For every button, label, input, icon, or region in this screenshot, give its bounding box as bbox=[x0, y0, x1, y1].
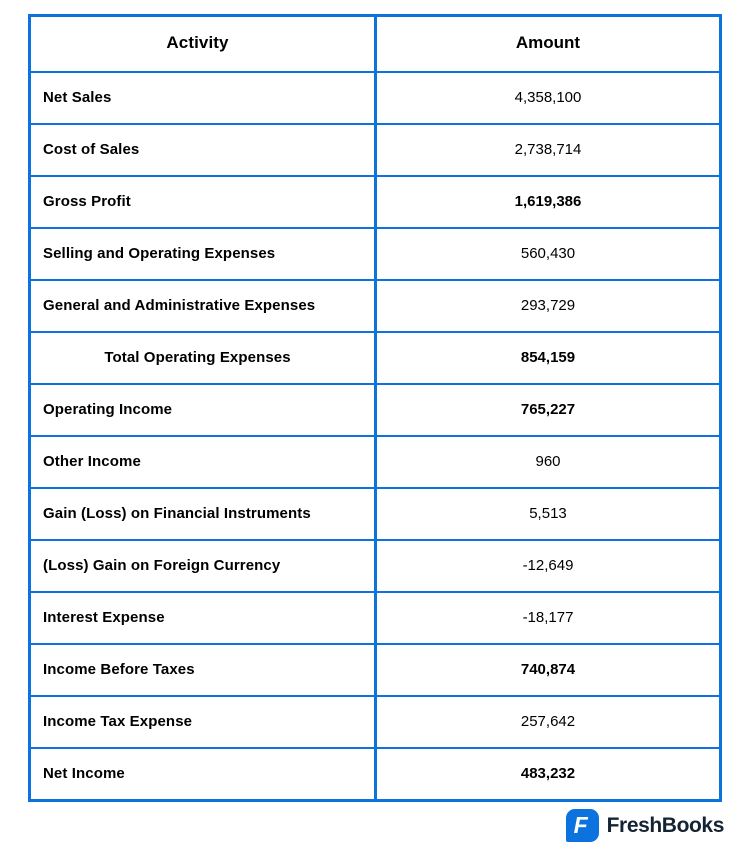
table-row bbox=[31, 175, 719, 227]
row-amount: 4,358,100 bbox=[514, 88, 582, 106]
table-row bbox=[31, 591, 719, 643]
table-row bbox=[31, 383, 719, 435]
row-amount: 5,513 bbox=[529, 504, 567, 522]
row-label: General and Administrative Expenses bbox=[31, 281, 377, 331]
row-amount: 765,227 bbox=[520, 400, 576, 418]
row-label: Net Income bbox=[31, 749, 377, 799]
table-row bbox=[31, 123, 719, 175]
row-amount: 483,232 bbox=[520, 764, 576, 782]
row-label: Income Tax Expense bbox=[31, 697, 377, 747]
row-label: (Loss) Gain on Foreign Currency bbox=[31, 541, 377, 591]
row-label: Income Before Taxes bbox=[31, 645, 377, 695]
freshbooks-icon: F bbox=[566, 809, 599, 842]
row-amount: 560,430 bbox=[520, 244, 576, 262]
table-row bbox=[31, 747, 719, 799]
table-row bbox=[31, 643, 719, 695]
table-row bbox=[31, 487, 719, 539]
table-row bbox=[31, 71, 719, 123]
row-label: Operating Income bbox=[31, 385, 377, 435]
table-row bbox=[31, 279, 719, 331]
freshbooks-wordmark: FreshBooks bbox=[606, 813, 724, 837]
row-amount: -12,649 bbox=[522, 556, 574, 574]
row-label: Cost of Sales bbox=[31, 125, 377, 175]
row-amount: 257,642 bbox=[520, 712, 576, 730]
activity-column-header: Activity bbox=[31, 17, 377, 71]
row-label: Net Sales bbox=[31, 73, 377, 123]
income-statement-table bbox=[28, 14, 722, 802]
row-amount: -18,177 bbox=[522, 608, 574, 626]
table-row bbox=[31, 227, 719, 279]
freshbooks-logo bbox=[566, 809, 724, 842]
row-label: Total Operating Expenses bbox=[31, 333, 377, 383]
row-amount: 1,619,386 bbox=[514, 192, 582, 210]
table-row bbox=[31, 435, 719, 487]
table-row bbox=[31, 695, 719, 747]
row-amount: 740,874 bbox=[520, 660, 576, 678]
row-label: Interest Expense bbox=[31, 593, 377, 643]
row-label: Gain (Loss) on Financial Instruments bbox=[31, 489, 377, 539]
row-amount: 960 bbox=[535, 452, 561, 470]
row-label: Gross Profit bbox=[31, 177, 377, 227]
table-row bbox=[31, 539, 719, 591]
row-label: Selling and Operating Expenses bbox=[31, 229, 377, 279]
row-label: Other Income bbox=[31, 437, 377, 487]
row-amount: 854,159 bbox=[520, 348, 576, 366]
table-row bbox=[31, 331, 719, 383]
row-amount: 293,729 bbox=[520, 296, 576, 314]
table-header-row bbox=[31, 17, 719, 71]
amount-column-header: Amount bbox=[515, 33, 581, 52]
row-amount: 2,738,714 bbox=[514, 140, 582, 158]
